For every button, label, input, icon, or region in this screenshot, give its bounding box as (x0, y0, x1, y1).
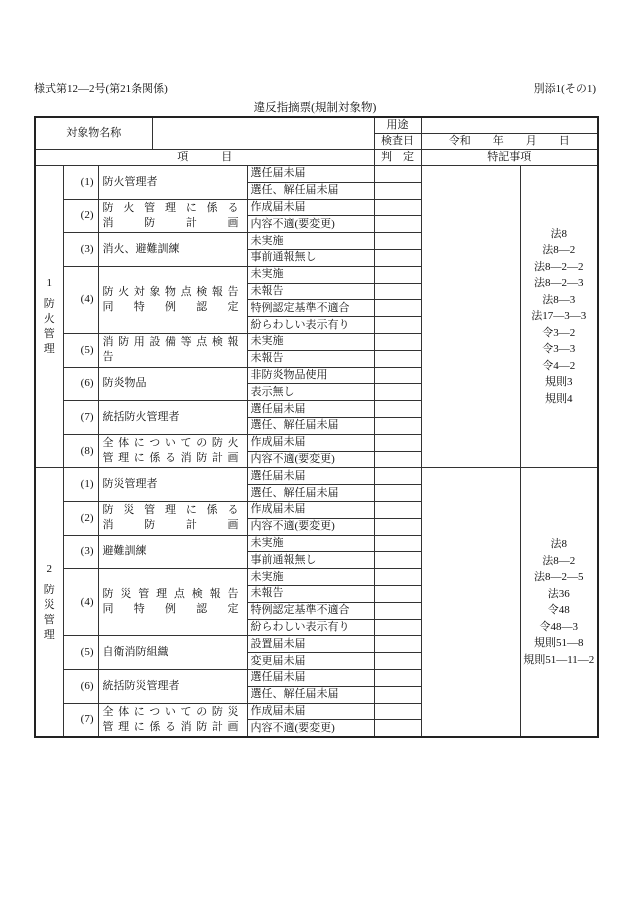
law-reference: 法8―2―3 (534, 277, 584, 290)
judgment-cell[interactable] (374, 367, 421, 384)
item-number: (3) (63, 535, 98, 569)
item-name-line: 防災管理に係る (102, 504, 239, 517)
check-item: 未報告 (247, 585, 374, 602)
judgment-cell[interactable] (374, 300, 421, 317)
judgment-cell[interactable] (374, 602, 421, 619)
item-number: (4) (63, 266, 98, 333)
item-header: 項 目 (35, 150, 374, 166)
check-item: 選任届未届 (247, 166, 374, 183)
item-number: (2) (63, 199, 98, 233)
check-item: 事前通報無し (247, 249, 374, 266)
item-name (98, 669, 247, 703)
object-name-field[interactable] (152, 117, 374, 150)
item-name-line: 消防計画 (102, 519, 239, 532)
item-number: (8) (63, 434, 98, 468)
check-item: 作成届未届 (247, 434, 374, 451)
law-reference: 規則4 (545, 392, 573, 405)
check-item: 未報告 (247, 283, 374, 300)
item-name (98, 367, 247, 401)
judgment-cell[interactable] (374, 216, 421, 233)
law-reference: 令48 (547, 604, 570, 617)
law-reference: 令48―3 (539, 620, 579, 633)
judgment-cell[interactable] (374, 384, 421, 401)
check-item: 未実施 (247, 233, 374, 250)
check-item: 変更届未届 (247, 653, 374, 670)
check-item: 未報告 (247, 350, 374, 367)
check-item: 内容不適(要変更) (247, 518, 374, 535)
object-name-label: 対象物名称 (35, 117, 152, 150)
law-reference: 法36 (547, 587, 570, 600)
judgment-cell[interactable] (374, 636, 421, 653)
check-item: 選任届未届 (247, 669, 374, 686)
judgment-cell[interactable] (374, 434, 421, 451)
judgment-cell[interactable] (374, 333, 421, 350)
check-item: 選任、解任届未届 (247, 686, 374, 703)
item-number: (4) (63, 569, 98, 636)
law-reference: 法8―3 (542, 293, 576, 306)
section-label: 防火管理 (43, 298, 55, 356)
item-name-line: 告 (102, 351, 114, 364)
item-name (98, 166, 247, 200)
item-number: (7) (63, 703, 98, 737)
item-name-line: 全体についての防火 (102, 437, 239, 450)
item-name-line: 防災管理者 (102, 478, 158, 491)
law-reference: 令3―3 (542, 343, 576, 356)
judgment-cell[interactable] (374, 501, 421, 518)
judgment-cell[interactable] (374, 182, 421, 199)
item-name-line: 避難訓練 (102, 545, 147, 558)
item-number: (5) (63, 636, 98, 670)
law-reference: 令4―2 (542, 359, 576, 372)
check-item: 特例認定基準不適合 (247, 300, 374, 317)
judgment-cell[interactable] (374, 686, 421, 703)
item-name (98, 569, 247, 636)
item-name-line: 管理に係る消防計画 (102, 452, 239, 465)
item-name (98, 199, 247, 233)
judgment-cell[interactable] (374, 233, 421, 250)
item-name (98, 468, 247, 502)
law-references (520, 166, 598, 468)
section-category (35, 468, 63, 737)
check-item: 紛らわしい表示有り (247, 317, 374, 334)
law-reference: 規則3 (545, 376, 573, 389)
judgment-cell[interactable] (374, 485, 421, 502)
item-number: (1) (63, 468, 98, 502)
item-name (98, 636, 247, 670)
check-item: 非防炎物品使用 (247, 367, 374, 384)
item-name-line: 消防計画 (102, 216, 239, 229)
check-item: 選任、解任届未届 (247, 485, 374, 502)
item-name (98, 535, 247, 569)
check-item: 選任届未届 (247, 468, 374, 485)
check-item: 選任届未届 (247, 401, 374, 418)
table-row (35, 468, 598, 485)
check-item: 事前通報無し (247, 552, 374, 569)
check-item: 内容不適(要変更) (247, 720, 374, 737)
judgment-cell[interactable] (374, 451, 421, 468)
check-item: 作成届未届 (247, 501, 374, 518)
judgment-cell[interactable] (374, 552, 421, 569)
law-reference: 規則51―11―2 (523, 653, 595, 666)
judgment-cell[interactable] (374, 535, 421, 552)
judgment-cell[interactable] (374, 569, 421, 586)
item-name-line: 統括防火管理者 (102, 410, 180, 423)
judgment-cell[interactable] (374, 619, 421, 636)
item-name-line: 消火、避難訓練 (102, 242, 180, 255)
document-title: 違反指摘票(規制対象物) (253, 102, 377, 114)
violation-table (34, 116, 599, 738)
item-name-line: 防火管理に係る (102, 201, 239, 214)
law-reference: 法17―3―3 (531, 310, 587, 323)
check-item: 選任、解任届未届 (247, 182, 374, 199)
judgment-cell[interactable] (374, 703, 421, 720)
judgment-cell[interactable] (374, 249, 421, 266)
judgment-cell[interactable] (374, 166, 421, 183)
section-number: 1 (46, 277, 52, 290)
check-item: 内容不適(要変更) (247, 451, 374, 468)
special-notes-cell[interactable] (421, 468, 520, 737)
item-name-line: 同特例認定 (102, 300, 239, 313)
check-item: 未実施 (247, 535, 374, 552)
item-name-line: 同特例認定 (102, 603, 239, 616)
inspection-date-field[interactable]: 令和 年 月 日 (421, 134, 598, 150)
item-number: (3) (63, 233, 98, 267)
item-name-line: 自衛消防組織 (102, 646, 169, 659)
judgment-header: 判 定 (374, 150, 421, 166)
check-item: 選任、解任届未届 (247, 417, 374, 434)
item-number: (5) (63, 333, 98, 367)
item-number: (1) (63, 166, 98, 200)
item-name-line: 防炎物品 (102, 377, 147, 390)
table-row (35, 166, 598, 183)
attachment-label: 別添1(その1) (533, 83, 596, 95)
inspection-date-label: 検査日 (374, 134, 421, 150)
law-references (520, 468, 598, 737)
check-item: 作成届未届 (247, 703, 374, 720)
item-name-line: 管理に係る消防計画 (102, 720, 239, 733)
item-number: (6) (63, 669, 98, 703)
check-item: 未実施 (247, 569, 374, 586)
law-reference: 法8―2 (542, 554, 576, 567)
judgment-cell[interactable] (374, 669, 421, 686)
check-item: 紛らわしい表示有り (247, 619, 374, 636)
usage-field[interactable] (421, 117, 598, 134)
item-name-line: 全体についての防災 (102, 705, 239, 718)
judgment-cell[interactable] (374, 350, 421, 367)
judgment-cell[interactable] (374, 518, 421, 535)
judgment-cell[interactable] (374, 266, 421, 283)
check-item: 設置届未届 (247, 636, 374, 653)
law-reference: 法8―2―5 (534, 571, 584, 584)
judgment-cell[interactable] (374, 283, 421, 300)
item-name (98, 703, 247, 737)
law-reference: 法8―2 (542, 244, 576, 257)
form-number: 様式第12―2号(第21条関係) (34, 83, 168, 95)
item-name (98, 233, 247, 267)
law-reference: 法8 (550, 227, 568, 240)
law-reference: 令3―2 (542, 326, 576, 339)
section-label: 防災管理 (43, 583, 55, 641)
check-item: 特例認定基準不適合 (247, 602, 374, 619)
judgment-cell[interactable] (374, 653, 421, 670)
item-number: (6) (63, 367, 98, 401)
item-name-line: 消防用設備等点検報 (102, 336, 239, 349)
section-category (35, 166, 63, 468)
check-item: 内容不適(要変更) (247, 216, 374, 233)
judgment-cell[interactable] (374, 468, 421, 485)
check-item: 作成届未届 (247, 199, 374, 216)
usage-label: 用途 (374, 117, 421, 134)
judgment-cell[interactable] (374, 585, 421, 602)
law-reference: 法8―2―2 (534, 260, 584, 273)
law-reference: 法8 (550, 538, 568, 551)
item-name-line: 防火対象物点検報告 (102, 285, 239, 298)
law-reference: 規則51―8 (534, 637, 584, 650)
item-name (98, 501, 247, 535)
judgment-cell[interactable] (374, 317, 421, 334)
check-item: 未実施 (247, 266, 374, 283)
item-number: (2) (63, 501, 98, 535)
section-number: 2 (46, 562, 52, 575)
judgment-cell[interactable] (374, 417, 421, 434)
judgment-cell[interactable] (374, 720, 421, 737)
judgment-cell[interactable] (374, 199, 421, 216)
item-name-line: 統括防災管理者 (102, 679, 180, 692)
item-name (98, 401, 247, 435)
item-name-line: 防災管理点検報告 (102, 588, 239, 601)
special-notes-cell[interactable] (421, 166, 520, 468)
item-number: (7) (63, 401, 98, 435)
check-item: 未実施 (247, 333, 374, 350)
item-name (98, 266, 247, 333)
check-item: 表示無し (247, 384, 374, 401)
item-name (98, 434, 247, 468)
judgment-cell[interactable] (374, 401, 421, 418)
item-name (98, 333, 247, 367)
item-name-line: 防火管理者 (102, 175, 158, 188)
special-notes-header: 特記事項 (421, 150, 598, 166)
